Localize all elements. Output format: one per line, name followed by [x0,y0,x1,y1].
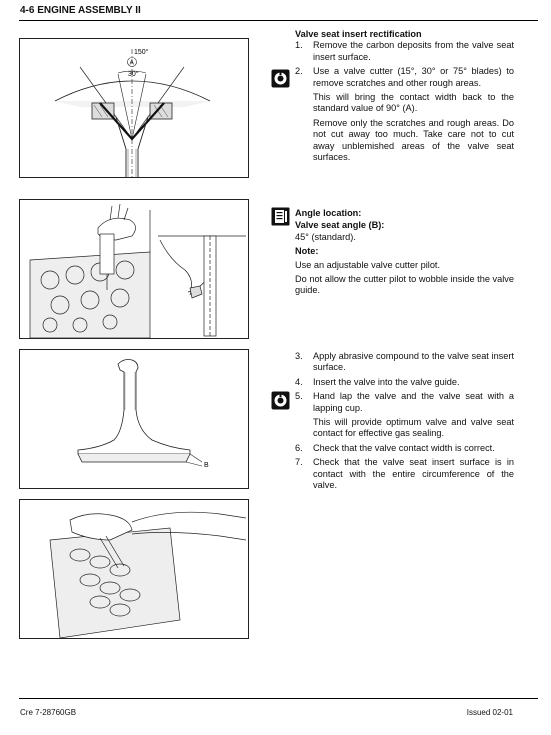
header-rule [19,20,538,21]
hand-lapping-illustration [20,500,248,638]
list-item: 3. Apply abrasive compound to the valve seat insert surface. [295,351,514,373]
valve-cutter-illustration [20,200,248,338]
section-title: Valve seat insert rectification [295,29,422,39]
angle-150-label: 150° [134,49,149,56]
figure-valve-profile [19,349,249,489]
list-item: 2. Use a valve cutter (15°, 30° or 75° blades) to remove scratches and other rough areas. [295,66,514,88]
list-item: 1. Remove the carbon deposits from the valve seat insert surface. [295,40,514,62]
steps-list [295,40,514,89]
steps-list [295,443,514,492]
page-header-title: 4-6 ENGINE ASSEMBLY II [20,5,141,16]
footer-issue-date: Issued 02-01 [466,708,513,717]
note-line: Do not allow the cutter pilot to wobble inside the valve guide. [295,274,514,296]
list-item: 6. Check that the valve contact width is correct. [295,442,495,453]
list-item: 4. Insert the valve into the valve guide. [295,376,460,387]
workshop-tool-icon [271,69,290,88]
steps-list [295,351,514,414]
valve-profile-illustration [20,350,248,488]
valve-seat-diagram [20,39,248,177]
note-line: Use an adjustable valve cutter pilot. [295,259,441,270]
section-angle-location [295,208,514,297]
note-paragraph: This will bring the contact width back to the standard value of 90° (A). [313,92,514,114]
angle-a-label: A [129,59,134,67]
figure-valve-seat-angles [19,38,249,178]
workshop-tool-icon [271,391,290,410]
figure-hand-lapping [19,499,249,639]
valve-seat-angle-label: Valve seat angle (B): [295,220,385,231]
note-paragraph: Remove only the scratches and rough areas. Do not cut away too much. Take care not to cut away unblemished areas of the valve seat surfaces. [313,117,514,163]
list-item: 7. Check that the valve seat insert surface is in contact with the entire circumference of the valve. [295,457,514,491]
section-valve-seat-rectification [295,29,514,163]
figure-valve-cutter [19,199,249,339]
angle-b-label: B [204,462,209,469]
section-valve-lapping [295,351,514,491]
valve-seat-angle-value: 45° (standard). [295,231,356,242]
angle-30-label: 30° [128,71,139,78]
angle-location-title: Angle location: [295,208,362,218]
note-paragraph: This will provide optimum valve and valve seat contact for effective gas sealing. [313,417,514,439]
list-item: 5. Hand lap the valve and the valve seat with a lapping cup. [295,391,514,413]
info-manual-icon [271,207,290,226]
footer-rule [19,698,538,699]
note-label: Note: [295,246,319,257]
footer-document-code: Cre 7-28760GB [20,708,77,717]
